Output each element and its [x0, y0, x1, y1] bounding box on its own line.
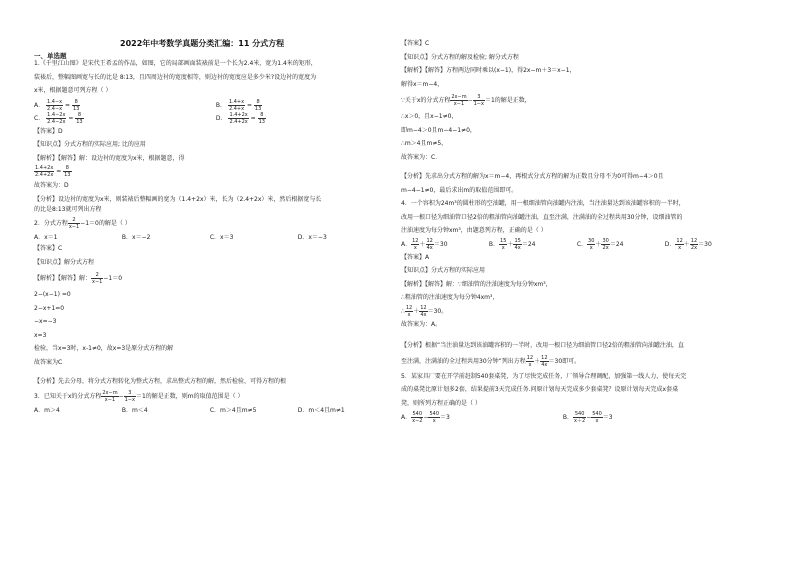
q5-options — [401, 411, 766, 424]
section-heading: 一、单选题 — [34, 52, 67, 60]
q2-option-d: D．x＝−3 — [297, 233, 327, 241]
q1-equation: $\frac{1.4+2x}{2.4+2x}$ = $\frac{8}{13}$ — [35, 165, 71, 179]
q2-step-1: 2−(x−1) =0 — [34, 291, 71, 299]
q3-option-d: D．m＜4且m≠1 — [297, 406, 345, 414]
q4-option-d: D． $\frac{12}{x}$ ＋ $\frac{12}{2x}$ ＝30 — [664, 237, 712, 251]
q1-text-2: 装裱后，整幅图画宽与长的比是 8∶13，且四周边衬的宽度相等，则边衬的宽度应是多少米?设边衬的宽度为 — [34, 73, 317, 81]
q1-conclusion: 故答案为：D — [34, 182, 69, 190]
right-column — [401, 40, 766, 424]
q2-check: 检验，当x=3时，x-1≠0，故x=3是原分式方程的解 — [34, 345, 174, 353]
q4-option-a: A． $\frac{12}{x}$ ＋ $\frac{12}{4x}$ ＝30 — [401, 237, 448, 251]
q4-text-3: 注油速度为每分钟xm³，由题意列方程，正确的是（ ） — [401, 227, 547, 234]
q3-answer: 【答案】C — [401, 40, 430, 47]
q3-knowledge-point: 【知识点】分式方程的解及检验; 解分式方程 — [401, 53, 519, 61]
q3-line-5: 即m−4＞0且m−4−1≠0， — [401, 126, 476, 134]
q1-option-a-label: A． — [34, 101, 45, 109]
q3-fenxi-2: m−4−1≠0，最后求出m的取值范围即可。 — [401, 186, 518, 194]
q3-option-b: B．m＜4 — [121, 406, 148, 414]
q2-conclusion: 故答案为C — [34, 358, 63, 366]
q1-option-b-label: B． — [215, 101, 227, 109]
q1-options-row2: C． $\frac{1.4-2x}{2.4-2x}$ = $\frac{8}{13}$ D． $\frac{1.4+2x}{2.4+2x}$ = $\frac{8}{13}$ — [34, 111, 265, 125]
q4-options — [401, 238, 766, 251]
q4-analysis: 【解析】【解答】解：∵细油管的注油速度为每分钟xm³， — [401, 280, 552, 288]
q4-equation: ∴ $\frac{12}{x}$ ＋ $\frac{12}{4x}$ ＝30。 — [401, 304, 448, 318]
q5-text-3: 凳，则所列方程正确的是（ ） — [401, 399, 481, 407]
q5-text-2: 成的桌凳比原计划多2套，结果提前3天完成任务.问原计划每天完成多少套桌凳？设原计划每天完成x套桌 — [401, 386, 679, 393]
q2-option-a: A．x＝1 — [34, 233, 58, 241]
q4-text-1: 4．一个容积为24m³的圆柱形的空油罐，用一根细油管向油罐内注油，当注油量达到该油罐容积的一半时， — [401, 200, 685, 207]
q1-text-1: 1.《千里江山图》是宋代王希孟的作品，如图，它的局部画面装裱前是一个长为2.4米，宽为1.4米的矩形， — [34, 60, 317, 68]
q2-step-4: x=3 — [34, 331, 47, 339]
q1-option-b-ratio: $\frac{8}{13}$ — [254, 98, 262, 112]
q2-step-2: 2−x+1=0 — [34, 304, 65, 312]
q2-knowledge-point: 【知识点】解分式方程 — [34, 258, 95, 266]
q3-fenxi-1: 【分析】先求出分式方程的解为x＝m−4，再根式分式方程的解为正数且分母不为0可得m−4＞0且 — [401, 173, 664, 180]
q4-answer: 【答案】A — [401, 253, 430, 261]
q5-option-b: B． $\frac{540}{x+2}$ − $\frac{540}{x}$ ＝3 — [562, 411, 613, 424]
q4-text-2: 改用一根口径为细油管口径2倍的粗油管向油罐注油，直至注满，注满油的全过程共用30分钟，设细油管的 — [401, 213, 683, 221]
q1-option-c-ratio: $\frac{8}{13}$ — [76, 111, 83, 125]
q4-line-2: ∴粗油管的注油速度为每分钟4xm³， — [401, 294, 499, 301]
q2-fenxi: 【分析】先去分母，将分式方程转化为整式方程，求出整式方程的解，然后检验，可得方程的根 — [34, 378, 287, 386]
q1-answer: 【答案】D — [34, 127, 63, 135]
q3-line-2: 解得x＝m−4， — [401, 80, 444, 88]
q1-text-3: x米，根据题意可列方程（ ） — [34, 87, 112, 95]
q1-option-a-ratio: $\frac{8}{13}$ — [72, 98, 80, 112]
q1-options-row1: A． $\frac{1.4-x}{2.4-x}$ = $\frac{8}{13}$ B． $\frac{1.4+x}{2.4+x}$ = $\frac{8}{13}$ — [34, 98, 262, 112]
q2-stem: 2．分式方程 $\frac{2}{x-1}$ −1＝0的解是（ ） — [34, 216, 131, 230]
q1-fenxi-1: 【分析】设边衬的宽度为x米，则装裱后整幅画的宽为（1.4+2x）米，长为（2.4+2x）米，然后根据宽与长 — [34, 195, 322, 203]
q1-option-d-label: D． — [215, 114, 227, 122]
q1-analysis: 【解析】【解答】解：设边衬的宽度为x米，根据题意，得 — [34, 154, 185, 162]
q3-line-6: ∴m＞4且m≠5， — [401, 140, 448, 147]
q2-analysis: 【解析】【解答】解： $\frac{2}{x-1}$ −1＝0 — [34, 272, 123, 286]
q5-text-1: 5．某家具厂要在开学前赶制540套桌凳，为了尽快完成任务，厂领导合理调配，加强第一线人力，使每天完 — [401, 372, 687, 380]
q4-option-b: B． $\frac{15}{x}$ ＋ $\frac{15}{4x}$ ＝24 — [488, 237, 536, 251]
q4-option-c: C． $\frac{30}{x}$ ＋ $\frac{30}{2x}$ ＝24 — [576, 237, 624, 251]
left-column — [34, 52, 399, 414]
q5-option-a: A． $\frac{540}{x-2}$ − $\frac{540}{x}$ ＝3 — [401, 411, 450, 424]
q1-option-a-frac: $\frac{1.4-x}{2.4-x}$ — [47, 98, 63, 112]
q1-option-d-frac: $\frac{1.4+2x}{2.4+2x}$ — [229, 111, 248, 125]
q1-option-b-frac: $\frac{1.4+x}{2.4+x}$ — [228, 98, 245, 112]
q3-line-4: ∴x＞0，且x−1≠0， — [401, 113, 458, 120]
q2-options — [34, 234, 399, 242]
q4-fenxi-1: 【分析】根据“当注油量达到该油罐容积的一半时，改用一根口径为细油管口径2倍的粗油管向油罐注油，直 — [401, 342, 684, 349]
q1-knowledge-point: 【知识点】分式方程的实际应用; 比的应用 — [34, 141, 146, 149]
q2-answer: 【答案】C — [34, 245, 63, 253]
q2-step-3: −x=−3 — [34, 318, 57, 326]
q1-option-c-frac: $\frac{1.4-2x}{2.4-2x}$ — [47, 111, 66, 125]
q4-conclusion: 故答案为：A。 — [401, 320, 442, 328]
q4-knowledge-point: 【知识点】分式方程的实际应用 — [401, 267, 486, 274]
q3-conclusion: 故答案为：C． — [401, 153, 442, 161]
page-title: 2022年中考数学真题分类汇编：11 分式方程 — [120, 39, 285, 48]
q3-options — [34, 407, 399, 415]
q1-fenxi-2: 的比是8:13就可列出方程 — [34, 206, 102, 214]
q3-line-3: ∵关于x的分式方程 $\frac{2x-m}{x-1}$ − $\frac{3}{1-x}$ ＝1的解是正数， — [401, 94, 531, 107]
q3-option-c: C．m＞4且m≠5 — [209, 406, 257, 414]
q2-option-b: B．x＝−2 — [121, 233, 151, 241]
q3-option-a: A．m＞4 — [34, 406, 60, 414]
q4-fenxi-2: 至注满，注满油的全过程共用30分钟”列出方程 $\frac{12}{x}$ ＋ $\frac{12}{4x}$ ＝30即可。 — [401, 354, 581, 368]
q1-option-d-ratio: $\frac{8}{13}$ — [258, 111, 265, 125]
q2-option-c: C．x＝3 — [209, 233, 234, 241]
q3-analysis: 【解析】【解答】方程两边同时乘以(x−1)，得2x−m＋3＝x−1， — [401, 67, 576, 74]
q1-option-c-label: C． — [34, 114, 45, 122]
q3-stem: 3．已知关于x的分式方程 $\frac{2x-m}{x-1}$ − $\frac{3}{1-x}$ ＝1的解是正数，则m的取值范围是（ ） — [34, 389, 244, 403]
